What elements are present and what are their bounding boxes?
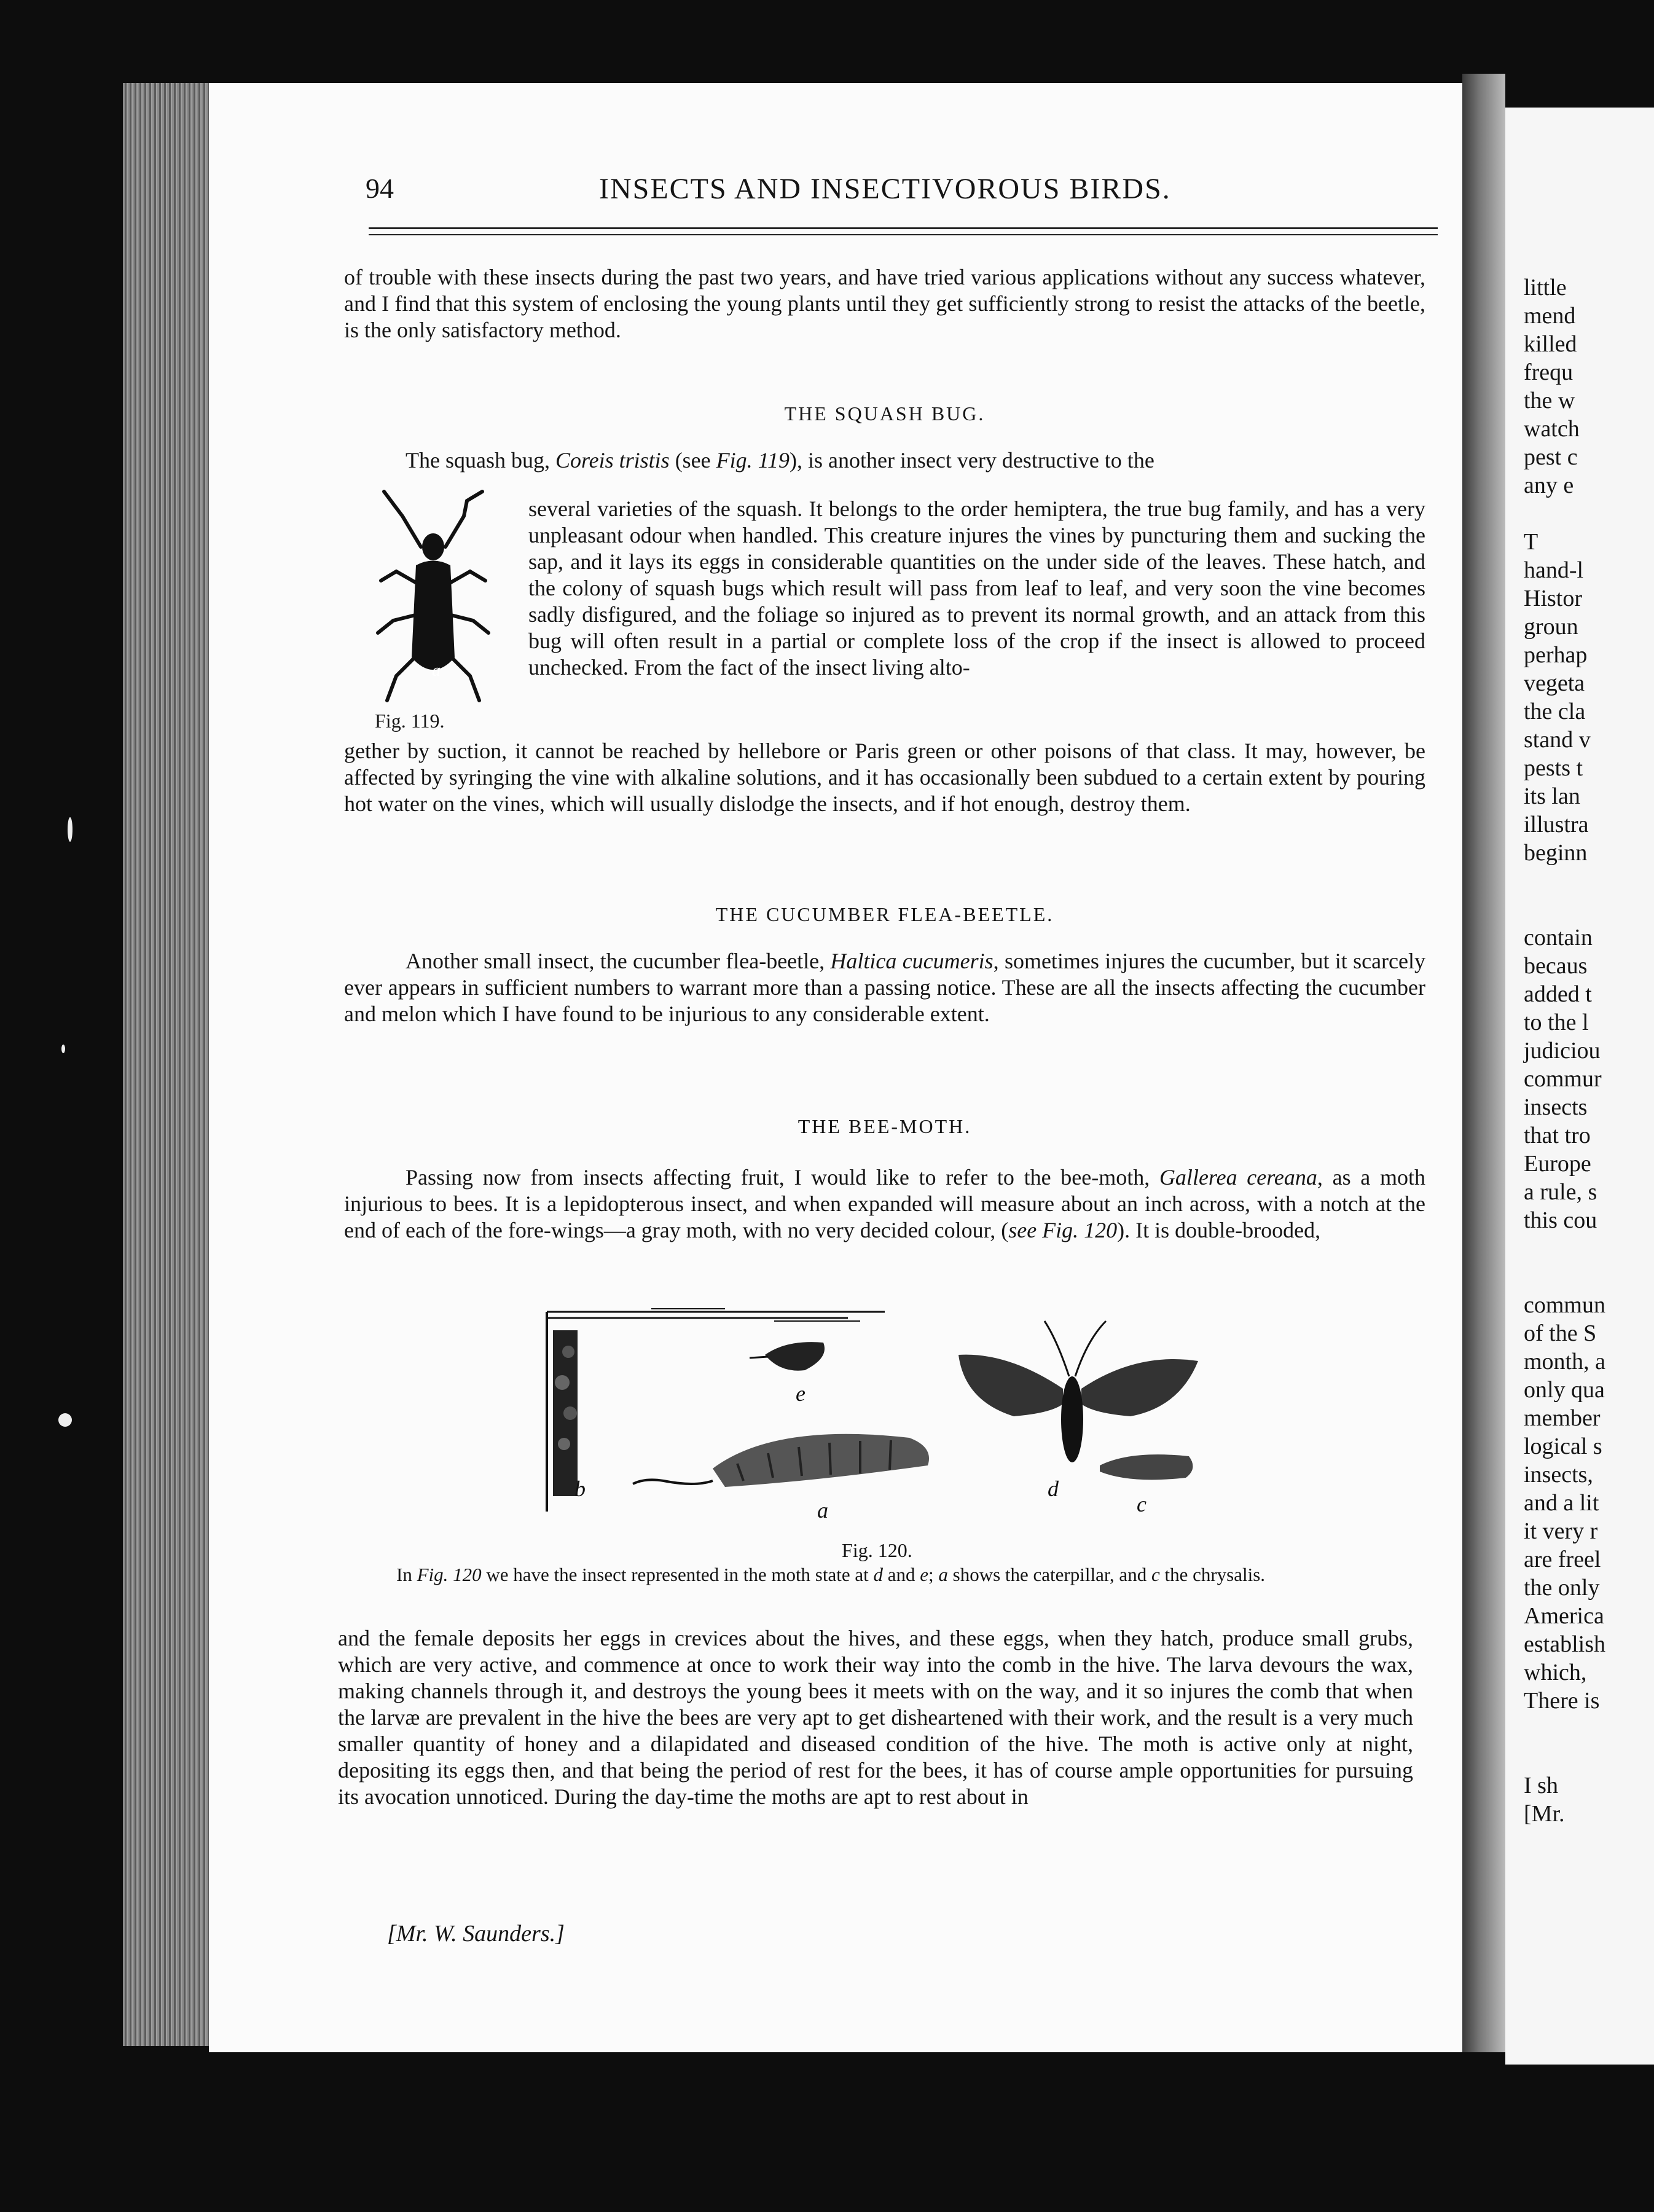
facing-page-line: month, a [1524, 1349, 1605, 1375]
facing-page-line: which, [1524, 1660, 1587, 1685]
facing-page-line: logical s [1524, 1433, 1602, 1459]
facing-page-line: groun [1524, 614, 1578, 640]
facing-page-line: watch [1524, 416, 1580, 442]
facing-page-line: of the S [1524, 1320, 1597, 1346]
facing-page-line: a rule, s [1524, 1179, 1597, 1205]
figure-letter-c: c [1137, 1492, 1146, 1516]
facing-page-line: Europe [1524, 1151, 1591, 1177]
caterpillar [633, 1434, 929, 1487]
fig-120-description: In Fig. 120 we have the insect represented in the moth state at d and e; a shows the caterpillar, and c the chrysalis. [396, 1564, 1266, 1585]
facing-page-line: member [1524, 1405, 1601, 1431]
fig-ref-119: Fig. 119 [716, 448, 790, 473]
facing-page-line: insects [1524, 1094, 1588, 1120]
facing-page-line: contain [1524, 925, 1593, 951]
facing-page-line: little [1524, 275, 1567, 300]
figure-letter-d: d [1048, 1477, 1059, 1501]
facing-page-line: There is [1524, 1688, 1600, 1714]
facing-page-line: vegeta [1524, 670, 1585, 696]
species-coreis: Coreis tristis [555, 448, 670, 473]
running-head: INSECTS AND INSECTIVOROUS BIRDS. [599, 173, 1171, 205]
facing-page-line: perhap [1524, 642, 1588, 668]
heading-bee-moth: THE BEE-MOTH. [798, 1115, 972, 1137]
page-number: 94 [366, 173, 394, 204]
facing-page-line: the w [1524, 388, 1575, 414]
page-header [353, 172, 1438, 221]
facing-page-line: hand-l [1524, 557, 1584, 583]
moth-wings-spread [958, 1321, 1198, 1462]
figure-letter-e: e [796, 1381, 805, 1406]
squash-bug-illustration [359, 479, 507, 737]
facing-page-line: to the l [1524, 1010, 1589, 1035]
facing-page-line: Histor [1524, 586, 1582, 611]
intro-paragraph [344, 264, 1425, 343]
facing-page-line: commun [1524, 1292, 1605, 1318]
figure-letter-b: b [574, 1477, 586, 1501]
bug-figure-letter: a [432, 661, 441, 680]
intro-text: of trouble with these insects during the past two years, and have tried various applications without any success whatever, and I find that this system of enclosing the young plants until they get sufficiently strong to resist the attacks of the beetle, is the only satisfactory method. [344, 265, 1425, 342]
bee-moth-illustration [541, 1303, 1217, 1521]
facing-page-line: any e [1524, 473, 1574, 498]
facing-page-line: beginn [1524, 840, 1588, 866]
facing-page-line: are freel [1524, 1547, 1601, 1572]
facing-page-line: its lan [1524, 783, 1580, 809]
cucumber-flea-beetle-text: Another small insect, the cucumber flea-beetle, Haltica cucumeris, sometimes injures the cucumber, but it scarcely ever appears in sufficient numbers to warrant more than a passing notice. These are all the insects affecting the cucumber and melon which I have found to be injurious to any considerable extent. [344, 949, 1425, 1026]
header-rule [369, 227, 1438, 235]
facing-page-line: insects, [1524, 1462, 1593, 1488]
facing-page-line: and a lit [1524, 1490, 1599, 1516]
species-haltica: Haltica cucumeris [830, 949, 994, 973]
facing-page [1505, 108, 1654, 2065]
fig-ref-120: Fig. 120 [1042, 1218, 1118, 1242]
facing-page-line: frequ [1524, 359, 1574, 385]
bee-moth-continuation: and the female deposits her eggs in crevices about the hives, and these eggs, when they hatch, produce small grubs, which are very active, and commence at once to work their way into the comb in the hive. The larva devours the wax, making channels through it, and destroys the young bees it meets with on the way, and it so injures the comb that when the larvæ are prevalent in the hive the bees are very apt to get disheartened with their work, and the result is a very much smaller quantity of honey and a dilapidated and diseased condition of the hive. The moth is active only at night, depositing its eggs then, and that being the period of rest for the bees, it has of course ample opportunities for pursuing its avocation unnoticed. During the day-time the moths are apt to rest about in [338, 1626, 1413, 1809]
facing-page-line: America [1524, 1603, 1604, 1629]
facing-page-line: the only [1524, 1575, 1600, 1601]
facing-page-line: the cla [1524, 699, 1586, 724]
figure-letter-a: a [817, 1498, 828, 1521]
bee-moth-text: Passing now from insects affecting fruit, I would like to refer to the bee-moth, Gallerea cereana, as a moth injurious to bees. It is a lepidopterous insect, and when expanded will measure about an inch across, with a notch at the end of each of the fore-wings—a gray moth, with no very decided colour, (see Fig. 120). It is double-brooded, [344, 1165, 1425, 1242]
species-gallerea: Gallerea cereana [1159, 1165, 1317, 1190]
facing-page-line: stand v [1524, 727, 1591, 753]
scan-artifact [58, 1413, 72, 1427]
facing-page-line: killed [1524, 331, 1577, 357]
facing-page-line: [Mr. [1524, 1801, 1565, 1827]
facing-page-line: establish [1524, 1631, 1605, 1657]
facing-page-line: T [1524, 529, 1538, 555]
facing-page-line: added t [1524, 981, 1592, 1007]
signature: [Mr. W. Saunders.] [387, 1921, 565, 1947]
scan-artifact [61, 1045, 65, 1053]
squash-bug-first-line: The squash bug, Coreis tristis (see Fig. 119), is another insect very destructive to the [406, 448, 1154, 473]
facing-page-line: that tro [1524, 1123, 1591, 1148]
facing-page-line: only qua [1524, 1377, 1605, 1403]
facing-page-line: this cou [1524, 1207, 1597, 1233]
facing-page-line: pest c [1524, 444, 1578, 470]
comb-specimen [553, 1330, 578, 1496]
facing-page-line: pests t [1524, 755, 1583, 781]
fig-120-caption: Fig. 120. [842, 1539, 912, 1561]
heading-squash-bug: THE SQUASH BUG. [784, 402, 986, 425]
fig-119-caption: Fig. 119. [375, 710, 445, 732]
book-page-edges [123, 83, 215, 2046]
facing-page-line: illustra [1524, 812, 1589, 837]
squash-bug-full-text: gether by suction, it cannot be reached by hellebore or Paris green or other poisons of that class. It may, however, be affected by syringing the vine with alkaline solutions, and it has occasionally been subdued to a certain extent by pouring hot water on the vines, which will usually dislodge the insects, and if hot enough, destroy them. [344, 739, 1425, 816]
facing-page-line: commur [1524, 1066, 1602, 1092]
facing-page-line: becaus [1524, 953, 1588, 979]
facing-page-line: judiciou [1524, 1038, 1601, 1064]
chrysalis [1100, 1454, 1193, 1480]
scan-artifact [68, 817, 73, 842]
squash-bug-wrapped-text: several varieties of the squash. It belongs to the order hemiptera, the true bug family, and has a very unpleasant odour when handled. This creature injures the vines by puncturing them and sucking the sap, and it lays its eggs in considerable quantities on the under side of the leaves. These hatch, and the colony of squash bugs which result will pass from leaf to leaf, and very soon the vine becomes sadly disfigured, and the foliage so injured as to prevent its normal growth, and an attack from this bug will often result in a partial or complete loss of the crop if the insect is allowed to proceed unchecked. From the fact of the insect living alto- [528, 496, 1425, 680]
facing-page-line: it very r [1524, 1518, 1598, 1544]
heading-cucumber-flea-beetle: THE CUCUMBER FLEA-BEETLE. [715, 903, 1054, 925]
moth-at-rest [750, 1342, 825, 1371]
book-gutter [1462, 74, 1505, 2052]
facing-page-line: I sh [1524, 1773, 1558, 1798]
facing-page-line: mend [1524, 303, 1576, 329]
